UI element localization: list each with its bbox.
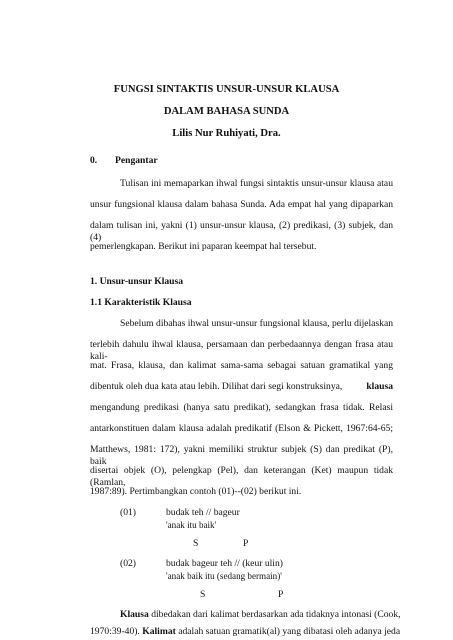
example-number: (01) (120, 507, 136, 518)
paragraph-line: disertai objek (O), pelengkap (Pel), dan keterangan (Ket) maupun tidak (Ramlan, (90, 465, 393, 488)
author: Lilis Nur Ruhiyati, Dra. (172, 128, 281, 139)
paragraph-line: 1987:89). Pertimbangkan contoh (01)--(02) berikut ini. (90, 486, 302, 497)
section-0-number: 0. (90, 155, 98, 166)
closing-line-2 (90, 626, 400, 638)
example-subject-label: S (193, 538, 199, 549)
example-sunda: budak teh // bageur (166, 507, 240, 518)
paragraph-line: mengandung predikasi (hanya satu predikat), sedangkan frasa tidak. Relasi (90, 402, 393, 413)
closing-text: adalah satuan gramatik(al) yang dibatasi oleh adanya jeda (175, 626, 401, 637)
section-1-1-heading: 1.1 Karakteristik Klausa (90, 297, 192, 308)
paragraph-line: Sebelum dibahas ihwal unsur-unsur fungsional klausa, perlu dijelaskan (120, 318, 393, 329)
title-line-1: FUNGSI SINTAKTIS UNSUR-UNSUR KLAUSA (113, 84, 340, 95)
section-1-heading: 1. Unsur-unsur Klausa (90, 276, 184, 287)
bold-term: Klausa (120, 609, 149, 620)
paragraph-line: Matthews, 1981: 172), yakni memiliki struktur subjek (S) dan predikat (P), baik (90, 444, 393, 467)
paragraph-line-with-term (90, 381, 393, 393)
example-predicate-label: P (278, 589, 284, 600)
closing-text: 1970:39-40). (90, 626, 143, 637)
paragraph-line: dalam tulisan ini, yakni (1) unsur-unsur klausa, (2) predikasi, (3) subjek, dan (4) (90, 220, 393, 243)
example-subject-label: S (200, 589, 206, 600)
paragraph-line: terlebih dahulu ihwal klausa, persamaan dan perbedaannya dengan frasa atau kali- (90, 339, 393, 362)
paragraph-line: pemerlengkapan. Berikut ini paparan keempat hal tersebut. (90, 241, 317, 252)
example-sunda: budak bageur teh // (keur ulin) (166, 558, 283, 569)
example-gloss: 'anak itu baik' (166, 520, 217, 530)
paragraph-line: unsur fungsional klausa dalam bahasa Sunda. Ada empat hal yang dipaparkan (90, 199, 393, 210)
example-predicate-label: P (243, 538, 249, 549)
title-line-2: DALAM BAHASA SUNDA (163, 106, 290, 117)
example-gloss: 'anak baik itu (sedang bermain)' (166, 571, 282, 581)
section-0-heading: Pengantar (115, 155, 158, 166)
example-number: (02) (120, 558, 136, 569)
paragraph-line: mat. Frasa, klausa, dan kalimat sama-sama sebagai satuan gramatikal yang (90, 360, 393, 371)
bold-term: klausa (366, 381, 393, 392)
paragraph-text: dibentuk oleh dua kata atau lebih. Dilihat dari segi konstruksinya, (90, 381, 343, 392)
paragraph-line: antarkonstituen dalam klausa adalah predikatif (Elson & Pickett, 1967:64-65; (90, 423, 393, 434)
closing-text: dibedakan dari kalimat berdasarkan ada tidaknya intonasi (Cook, (148, 609, 401, 620)
paragraph-line: Tulisan ini memaparkan ihwal fungsi sintaktis unsur-unsur klausa atau (120, 178, 393, 189)
closing-line-1 (120, 609, 401, 621)
bold-term: Kalimat (142, 626, 176, 637)
